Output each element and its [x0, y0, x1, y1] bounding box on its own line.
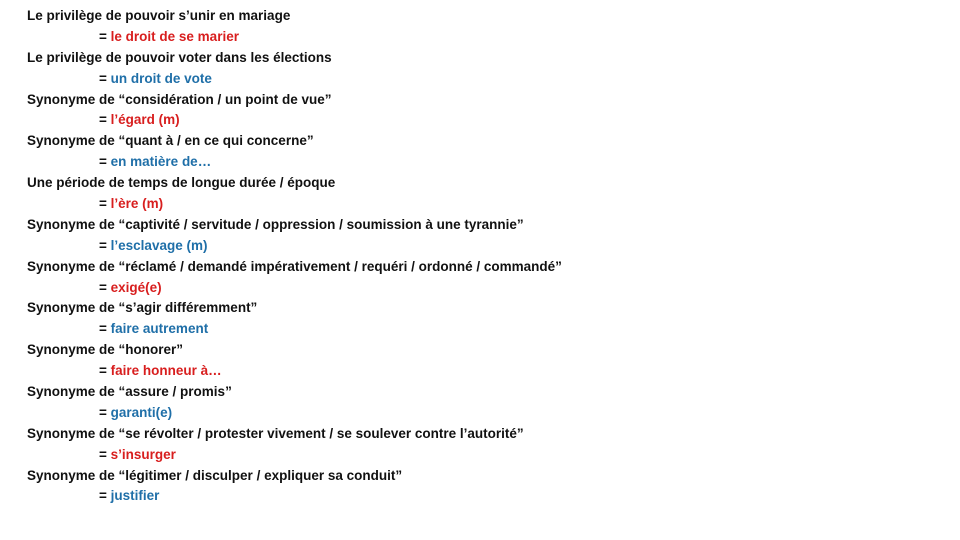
answer-line: [27, 236, 947, 257]
equals-sign: =: [99, 363, 107, 379]
answer-line: [27, 194, 947, 215]
answer-line: [27, 403, 947, 424]
prompt-line: Synonyme de “légitimer / disculper / expliquer sa conduit”: [27, 467, 403, 483]
answer-line: [27, 27, 947, 48]
equals-sign: =: [99, 154, 107, 170]
prompt-line: Synonyme de “réclamé / demandé impérativement / requéri / ordonné / commandé”: [27, 258, 562, 274]
equals-sign: =: [99, 237, 107, 253]
equals-sign: =: [99, 112, 107, 128]
prompt-line: Synonyme de “assure / promis”: [27, 384, 232, 400]
prompt-line: Synonyme de “quant à / en ce qui concerne”: [27, 133, 314, 149]
prompt-line: Une période de temps de longue durée / époque: [27, 175, 336, 191]
answer-text: l’égard (m): [110, 112, 180, 128]
answer-line: [27, 152, 947, 173]
equals-sign: =: [99, 446, 107, 462]
answer-line: [27, 69, 947, 90]
prompt-line: Synonyme de “se révolter / protester vivement / se soulever contre l’autorité”: [27, 425, 524, 441]
prompt-line: Synonyme de “honorer”: [27, 342, 184, 358]
answer-text: faire autrement: [110, 321, 209, 337]
equals-sign: =: [99, 321, 107, 337]
prompt-line: Synonyme de “s’agir différemment”: [27, 300, 258, 316]
answer-text: l’esclavage (m): [110, 237, 208, 253]
answer-text: exigé(e): [110, 279, 162, 295]
answer-line: [27, 486, 947, 507]
answer-text: l’ère (m): [110, 196, 164, 212]
answer-text: justifier: [110, 488, 160, 504]
answer-line: [27, 278, 947, 299]
answer-line: [27, 361, 947, 382]
equals-sign: =: [99, 70, 107, 86]
prompt-line: Synonyme de “considération / un point de vue”: [27, 91, 332, 107]
equals-sign: =: [99, 488, 107, 504]
answer-text: s’insurger: [110, 446, 176, 462]
answer-line: [27, 445, 947, 466]
prompt-line: Le privilège de pouvoir voter dans les élections: [27, 49, 332, 65]
prompt-line: Synonyme de “captivité / servitude / oppression / soumission à une tyrannie”: [27, 216, 524, 232]
equals-sign: =: [99, 196, 107, 212]
answer-text: garanti(e): [110, 404, 173, 420]
equals-sign: =: [99, 28, 107, 44]
answer-text: faire honneur à…: [110, 363, 222, 379]
answer-line: [27, 319, 947, 340]
equals-sign: =: [99, 404, 107, 420]
answer-line: [27, 110, 947, 131]
prompt-line: Le privilège de pouvoir s’unir en mariage: [27, 8, 291, 23]
answer-text: en matière de…: [110, 154, 212, 170]
answer-text: un droit de vote: [110, 70, 212, 86]
answer-text: le droit de se marier: [110, 28, 239, 44]
equals-sign: =: [99, 279, 107, 295]
vocabulary-list: [27, 6, 947, 507]
